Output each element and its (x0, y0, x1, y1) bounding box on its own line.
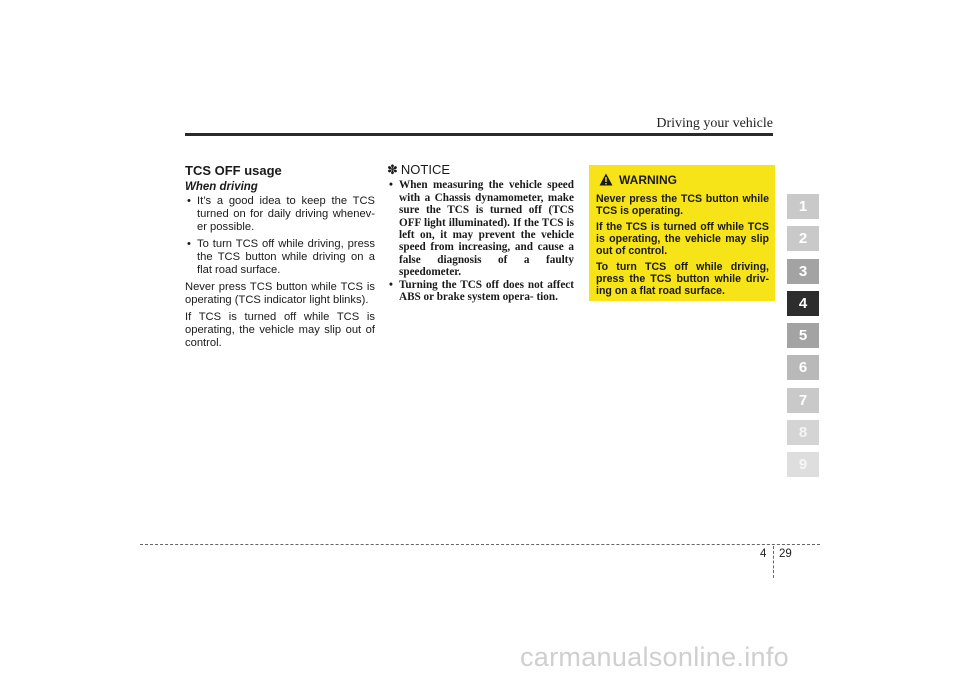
notice-bullet: • Turning the TCS off does not affect ABS or brake system opera- tion. (387, 279, 574, 304)
chapter-tab-5[interactable]: 5 (787, 323, 819, 348)
chapter-tab-7[interactable]: 7 (787, 388, 819, 413)
running-header: Driving your vehicle (656, 116, 773, 131)
footer-rule (140, 544, 820, 545)
notice-star-icon: ✽ (387, 162, 398, 177)
chapter-tab-1[interactable]: 1 (787, 194, 819, 219)
chapter-tab-3[interactable]: 3 (787, 259, 819, 284)
bullet-item: • To turn TCS off while driving, press the TCS button while driving on a flat road surface. (185, 238, 375, 277)
notice-section (387, 164, 574, 303)
warning-paragraph: To turn TCS off while driving, press the TCS button while driv- ing on a flat road surface. (596, 261, 769, 297)
warning-triangle-icon (599, 173, 613, 186)
body-paragraph: Never press TCS button while TCS is operating (TCS indicator light blinks). (185, 281, 375, 306)
warning-paragraph: If the TCS is turned off while TCS is operating, the vehicle may slip out of control. (596, 221, 769, 257)
chapter-tab-6[interactable]: 6 (787, 355, 819, 380)
section-title: TCS OFF usage (185, 163, 282, 178)
notice-title: NOTICE (400, 162, 451, 177)
section-subtitle: When driving (185, 181, 258, 193)
bullet-item: • It’s a good idea to keep the TCS turned on for daily driving whenev- er possible. (185, 195, 375, 234)
watermark: carmanualsonline.info (520, 642, 789, 672)
chapter-tab-9[interactable]: 9 (787, 452, 819, 477)
chapter-tabs (787, 194, 819, 485)
header-rule (185, 133, 773, 136)
chapter-tab-2[interactable]: 2 (787, 226, 819, 251)
footer-divider (773, 546, 774, 578)
notice-bullet: • When measuring the vehicle speed with a Chassis dynamometer, make sure the TCS is turned off (TCS OFF light illuminated). If the TCS is left on, it may prevent the vehicle speed from increasing, and cause a false diagnosis of a faulty speedometer. (387, 179, 574, 278)
warning-title: WARNING (619, 172, 677, 187)
footer-page-number: 29 (779, 548, 792, 560)
footer-chapter-number: 4 (760, 548, 767, 560)
tcs-off-section (185, 164, 375, 354)
warning-heading (596, 173, 769, 186)
warning-box (589, 165, 775, 301)
body-paragraph: If TCS is turned off while TCS is operating, the vehicle may slip out of control. (185, 311, 375, 349)
chapter-tab-4[interactable]: 4 (787, 291, 819, 316)
chapter-tab-8[interactable]: 8 (787, 420, 819, 445)
warning-paragraph: Never press the TCS button while TCS is operating. (596, 193, 769, 217)
notice-heading (387, 164, 574, 176)
